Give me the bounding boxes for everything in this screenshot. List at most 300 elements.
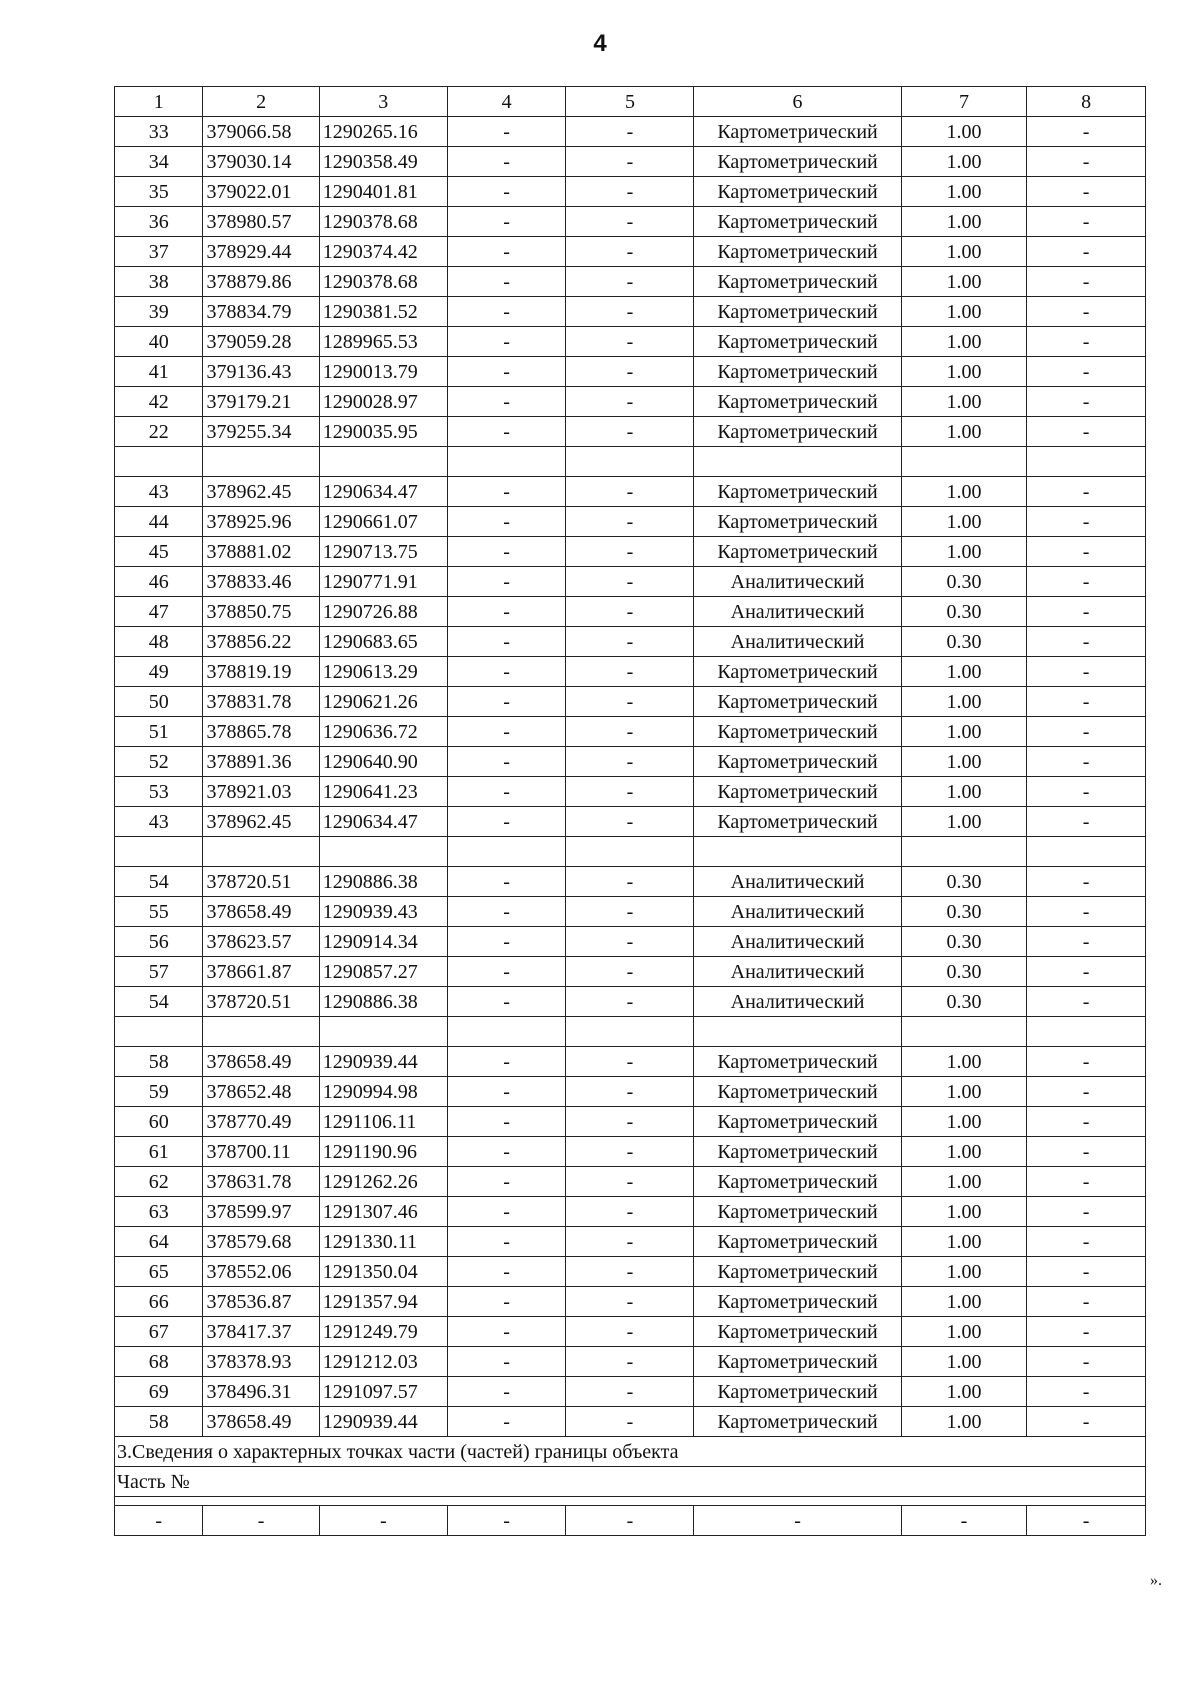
empty-cell <box>566 1017 694 1047</box>
table-row <box>115 147 1146 177</box>
accuracy-cell: 1.00 <box>901 1047 1027 1077</box>
accuracy-cell: 0.30 <box>901 957 1027 987</box>
column-header: 4 <box>447 87 566 117</box>
col-5-cell: - <box>566 177 694 207</box>
empty-cell <box>1027 447 1146 477</box>
point-number-cell: 63 <box>115 1197 203 1227</box>
col-8-cell: - <box>1027 477 1146 507</box>
empty-cell <box>566 837 694 867</box>
y-coordinate-cell: 1290634.47 <box>319 807 447 837</box>
empty-cell <box>115 447 203 477</box>
col-5-cell: - <box>566 207 694 237</box>
spacer-cell <box>115 1497 1146 1506</box>
empty-cell <box>694 447 901 477</box>
col-5-cell: - <box>566 747 694 777</box>
col-8-cell: - <box>1027 867 1146 897</box>
x-coordinate-cell: 378552.06 <box>203 1257 319 1287</box>
col-5-cell: - <box>566 987 694 1017</box>
accuracy-cell: 1.00 <box>901 1137 1027 1167</box>
y-coordinate-cell: 1290035.95 <box>319 417 447 447</box>
table-row <box>115 207 1146 237</box>
table-row <box>115 1107 1146 1137</box>
col-5-cell: - <box>566 1377 694 1407</box>
col-8-cell: - <box>1027 357 1146 387</box>
accuracy-cell: 1.00 <box>901 207 1027 237</box>
point-number-cell: 37 <box>115 237 203 267</box>
col-8-cell: - <box>1027 1257 1146 1287</box>
x-coordinate-cell: 379136.43 <box>203 357 319 387</box>
table-row <box>115 357 1146 387</box>
x-coordinate-cell: 378631.78 <box>203 1167 319 1197</box>
col-8-cell: - <box>1027 567 1146 597</box>
accuracy-cell: 0.30 <box>901 867 1027 897</box>
point-number-cell: 67 <box>115 1317 203 1347</box>
accuracy-cell: 1.00 <box>901 807 1027 837</box>
empty-cell <box>203 447 319 477</box>
column-header: 2 <box>203 87 319 117</box>
y-coordinate-cell: 1291212.03 <box>319 1347 447 1377</box>
table-row <box>115 177 1146 207</box>
col-4-cell: - <box>447 237 566 267</box>
col-8-cell: - <box>1027 1047 1146 1077</box>
point-number-cell: 41 <box>115 357 203 387</box>
col-4-cell: - <box>447 717 566 747</box>
x-coordinate-cell: 378891.36 <box>203 747 319 777</box>
method-cell: Картометрический <box>694 747 901 777</box>
y-coordinate-cell: 1291262.26 <box>319 1167 447 1197</box>
col-5-cell: - <box>566 1407 694 1437</box>
method-cell: Картометрический <box>694 1047 901 1077</box>
table-row <box>115 387 1146 417</box>
table-row <box>115 267 1146 297</box>
col-5-cell: - <box>566 237 694 267</box>
col-4-cell: - <box>447 687 566 717</box>
accuracy-cell: 0.30 <box>901 897 1027 927</box>
y-coordinate-cell: 1290857.27 <box>319 957 447 987</box>
y-coordinate-cell: 1290641.23 <box>319 777 447 807</box>
accuracy-cell: 1.00 <box>901 1167 1027 1197</box>
col-5-cell: - <box>566 1077 694 1107</box>
accuracy-cell: 1.00 <box>901 1377 1027 1407</box>
accuracy-cell: 0.30 <box>901 597 1027 627</box>
point-number-cell: 34 <box>115 147 203 177</box>
col-5-cell: - <box>566 507 694 537</box>
col-8-cell: - <box>1027 297 1146 327</box>
col-8-cell: - <box>1027 1137 1146 1167</box>
point-number-cell: 35 <box>115 177 203 207</box>
point-number-cell: 54 <box>115 867 203 897</box>
x-coordinate-cell: 379066.58 <box>203 117 319 147</box>
y-coordinate-cell: 1290939.44 <box>319 1407 447 1437</box>
table-row <box>115 627 1146 657</box>
table-row <box>115 927 1146 957</box>
point-number-cell: 53 <box>115 777 203 807</box>
col-8-cell: - <box>1027 687 1146 717</box>
accuracy-cell: 1.00 <box>901 1317 1027 1347</box>
point-number-cell: 46 <box>115 567 203 597</box>
col-5-cell: - <box>566 1197 694 1227</box>
col-8-cell: - <box>1027 1077 1146 1107</box>
y-coordinate-cell: 1291190.96 <box>319 1137 447 1167</box>
x-coordinate-cell: 378962.45 <box>203 807 319 837</box>
x-coordinate-cell: 378658.49 <box>203 897 319 927</box>
y-coordinate-cell: 1290013.79 <box>319 357 447 387</box>
point-number-cell: 43 <box>115 807 203 837</box>
point-number-cell: 57 <box>115 957 203 987</box>
header-row <box>115 87 1146 117</box>
accuracy-cell: 1.00 <box>901 687 1027 717</box>
empty-part-row <box>115 1506 1146 1536</box>
col-8-cell: - <box>1027 597 1146 627</box>
column-header: 5 <box>566 87 694 117</box>
col-5-cell: - <box>566 1347 694 1377</box>
x-coordinate-cell: 378496.31 <box>203 1377 319 1407</box>
method-cell: Картометрический <box>694 657 901 687</box>
col-5-cell: - <box>566 267 694 297</box>
method-cell: Картометрический <box>694 507 901 537</box>
empty-cell <box>115 837 203 867</box>
method-cell: Картометрический <box>694 807 901 837</box>
x-coordinate-cell: 378652.48 <box>203 1077 319 1107</box>
col-8-cell: - <box>1027 807 1146 837</box>
y-coordinate-cell: 1290886.38 <box>319 867 447 897</box>
method-cell: Картометрический <box>694 1317 901 1347</box>
table-row <box>115 717 1146 747</box>
col-8-cell: - <box>1027 147 1146 177</box>
x-coordinate-cell: 379059.28 <box>203 327 319 357</box>
x-coordinate-cell: 378579.68 <box>203 1227 319 1257</box>
column-header: 3 <box>319 87 447 117</box>
table-row <box>115 1137 1146 1167</box>
col-5-cell: - <box>566 777 694 807</box>
col-4-cell: - <box>447 807 566 837</box>
table-row <box>115 1407 1146 1437</box>
col-8-cell: - <box>1027 117 1146 147</box>
method-cell: Картометрический <box>694 327 901 357</box>
accuracy-cell: 1.00 <box>901 177 1027 207</box>
empty-cell <box>901 837 1027 867</box>
col-4-cell: - <box>447 1287 566 1317</box>
method-cell: Картометрический <box>694 477 901 507</box>
method-cell: Картометрический <box>694 1377 901 1407</box>
col-4-cell: - <box>447 357 566 387</box>
point-number-cell: 56 <box>115 927 203 957</box>
spacer-row <box>115 1497 1146 1506</box>
empty-cell <box>901 447 1027 477</box>
empty-cell <box>447 837 566 867</box>
point-number-cell: 52 <box>115 747 203 777</box>
method-cell: Картометрический <box>694 777 901 807</box>
x-coordinate-cell: 378833.46 <box>203 567 319 597</box>
table-row <box>115 987 1146 1017</box>
point-number-cell: 55 <box>115 897 203 927</box>
y-coordinate-cell: 1290613.29 <box>319 657 447 687</box>
col-8-cell: - <box>1027 657 1146 687</box>
accuracy-cell: 1.00 <box>901 1407 1027 1437</box>
table-row <box>115 117 1146 147</box>
method-cell: Картометрический <box>694 297 901 327</box>
col-4-cell: - <box>447 297 566 327</box>
column-header: 7 <box>901 87 1027 117</box>
col-5-cell: - <box>566 1167 694 1197</box>
point-number-cell: 43 <box>115 477 203 507</box>
col-8-cell: - <box>1027 1347 1146 1377</box>
y-coordinate-cell: 1290994.98 <box>319 1077 447 1107</box>
col-5-cell: - <box>566 717 694 747</box>
table-row <box>115 897 1146 927</box>
col-4-cell: - <box>447 747 566 777</box>
table-row <box>115 957 1146 987</box>
accuracy-cell: 1.00 <box>901 1347 1027 1377</box>
col-4-cell: - <box>447 1137 566 1167</box>
col-8-cell: - <box>1027 177 1146 207</box>
x-coordinate-cell: 378658.49 <box>203 1047 319 1077</box>
y-coordinate-cell: 1290401.81 <box>319 177 447 207</box>
method-cell: Картометрический <box>694 717 901 747</box>
col-4-cell: - <box>447 1227 566 1257</box>
col-5-cell: - <box>566 1227 694 1257</box>
x-coordinate-cell: 379030.14 <box>203 147 319 177</box>
x-coordinate-cell: 379255.34 <box>203 417 319 447</box>
method-cell: Картометрический <box>694 1257 901 1287</box>
method-cell: Картометрический <box>694 1287 901 1317</box>
empty-cell <box>319 1017 447 1047</box>
col-5-cell: - <box>566 597 694 627</box>
closing-quote-mark: ». <box>1150 1572 1162 1589</box>
col-4-cell: - <box>447 987 566 1017</box>
col-4-cell: - <box>447 1167 566 1197</box>
empty-dash-cell: - <box>447 1506 566 1536</box>
col-4-cell: - <box>447 1407 566 1437</box>
col-4-cell: - <box>447 417 566 447</box>
col-8-cell: - <box>1027 1227 1146 1257</box>
coordinates-table <box>114 86 1146 1536</box>
col-5-cell: - <box>566 477 694 507</box>
point-number-cell: 58 <box>115 1407 203 1437</box>
accuracy-cell: 1.00 <box>901 747 1027 777</box>
empty-dash-cell: - <box>1027 1506 1146 1536</box>
x-coordinate-cell: 378720.51 <box>203 987 319 1017</box>
y-coordinate-cell: 1291350.04 <box>319 1257 447 1287</box>
col-5-cell: - <box>566 867 694 897</box>
column-header: 1 <box>115 87 203 117</box>
accuracy-cell: 1.00 <box>901 357 1027 387</box>
col-4-cell: - <box>447 177 566 207</box>
table-row <box>115 1197 1146 1227</box>
x-coordinate-cell: 378856.22 <box>203 627 319 657</box>
col-4-cell: - <box>447 597 566 627</box>
col-5-cell: - <box>566 1317 694 1347</box>
x-coordinate-cell: 378819.19 <box>203 657 319 687</box>
x-coordinate-cell: 378850.75 <box>203 597 319 627</box>
col-4-cell: - <box>447 207 566 237</box>
method-cell: Картометрический <box>694 537 901 567</box>
table-row <box>115 807 1146 837</box>
empty-dash-cell: - <box>203 1506 319 1536</box>
accuracy-cell: 0.30 <box>901 987 1027 1017</box>
accuracy-cell: 1.00 <box>901 1197 1027 1227</box>
col-4-cell: - <box>447 777 566 807</box>
y-coordinate-cell: 1290886.38 <box>319 987 447 1017</box>
table-row <box>115 507 1146 537</box>
method-cell: Аналитический <box>694 597 901 627</box>
table-row <box>115 777 1146 807</box>
col-4-cell: - <box>447 537 566 567</box>
empty-cell <box>1027 1017 1146 1047</box>
point-number-cell: 50 <box>115 687 203 717</box>
col-5-cell: - <box>566 657 694 687</box>
method-cell: Картометрический <box>694 1107 901 1137</box>
col-8-cell: - <box>1027 417 1146 447</box>
col-4-cell: - <box>447 117 566 147</box>
x-coordinate-cell: 378980.57 <box>203 207 319 237</box>
point-number-cell: 47 <box>115 597 203 627</box>
col-4-cell: - <box>447 267 566 297</box>
col-5-cell: - <box>566 807 694 837</box>
accuracy-cell: 1.00 <box>901 267 1027 297</box>
empty-cell <box>566 447 694 477</box>
empty-dash-cell: - <box>319 1506 447 1536</box>
point-number-cell: 49 <box>115 657 203 687</box>
blank-separator-row <box>115 1017 1146 1047</box>
method-cell: Аналитический <box>694 897 901 927</box>
table-row <box>115 567 1146 597</box>
empty-cell <box>1027 837 1146 867</box>
col-4-cell: - <box>447 147 566 177</box>
col-5-cell: - <box>566 327 694 357</box>
table-row <box>115 747 1146 777</box>
table-row <box>115 597 1146 627</box>
table-row <box>115 687 1146 717</box>
x-coordinate-cell: 378831.78 <box>203 687 319 717</box>
x-coordinate-cell: 378770.49 <box>203 1107 319 1137</box>
method-cell: Картометрический <box>694 117 901 147</box>
col-5-cell: - <box>566 147 694 177</box>
col-8-cell: - <box>1027 897 1146 927</box>
method-cell: Картометрический <box>694 147 901 177</box>
table-row <box>115 1317 1146 1347</box>
y-coordinate-cell: 1289965.53 <box>319 327 447 357</box>
accuracy-cell: 1.00 <box>901 147 1027 177</box>
col-4-cell: - <box>447 627 566 657</box>
y-coordinate-cell: 1290028.97 <box>319 387 447 417</box>
col-4-cell: - <box>447 1047 566 1077</box>
y-coordinate-cell: 1290939.43 <box>319 897 447 927</box>
empty-cell <box>203 837 319 867</box>
point-number-cell: 68 <box>115 1347 203 1377</box>
point-number-cell: 39 <box>115 297 203 327</box>
point-number-cell: 45 <box>115 537 203 567</box>
point-number-cell: 62 <box>115 1167 203 1197</box>
x-coordinate-cell: 378623.57 <box>203 927 319 957</box>
empty-cell <box>901 1017 1027 1047</box>
y-coordinate-cell: 1290713.75 <box>319 537 447 567</box>
x-coordinate-cell: 378881.02 <box>203 537 319 567</box>
y-coordinate-cell: 1290914.34 <box>319 927 447 957</box>
point-number-cell: 33 <box>115 117 203 147</box>
col-4-cell: - <box>447 1347 566 1377</box>
point-number-cell: 40 <box>115 327 203 357</box>
empty-cell <box>115 1017 203 1047</box>
accuracy-cell: 1.00 <box>901 777 1027 807</box>
table-row <box>115 1257 1146 1287</box>
col-8-cell: - <box>1027 507 1146 537</box>
accuracy-cell: 1.00 <box>901 117 1027 147</box>
col-4-cell: - <box>447 1107 566 1137</box>
accuracy-cell: 1.00 <box>901 1107 1027 1137</box>
method-cell: Картометрический <box>694 1197 901 1227</box>
col-8-cell: - <box>1027 207 1146 237</box>
point-number-cell: 54 <box>115 987 203 1017</box>
col-4-cell: - <box>447 927 566 957</box>
method-cell: Картометрический <box>694 1407 901 1437</box>
col-8-cell: - <box>1027 957 1146 987</box>
method-cell: Аналитический <box>694 987 901 1017</box>
x-coordinate-cell: 379179.21 <box>203 387 319 417</box>
x-coordinate-cell: 378599.97 <box>203 1197 319 1227</box>
empty-cell <box>447 1017 566 1047</box>
col-4-cell: - <box>447 1317 566 1347</box>
point-number-cell: 66 <box>115 1287 203 1317</box>
point-number-cell: 69 <box>115 1377 203 1407</box>
col-8-cell: - <box>1027 1167 1146 1197</box>
x-coordinate-cell: 378879.86 <box>203 267 319 297</box>
table-row <box>115 867 1146 897</box>
table-row <box>115 657 1146 687</box>
accuracy-cell: 1.00 <box>901 717 1027 747</box>
accuracy-cell: 1.00 <box>901 1227 1027 1257</box>
empty-dash-cell: - <box>115 1506 203 1536</box>
col-8-cell: - <box>1027 237 1146 267</box>
empty-cell <box>694 837 901 867</box>
table-row <box>115 237 1146 267</box>
x-coordinate-cell: 378962.45 <box>203 477 319 507</box>
blank-separator-row <box>115 837 1146 867</box>
accuracy-cell: 0.30 <box>901 927 1027 957</box>
y-coordinate-cell: 1290640.90 <box>319 747 447 777</box>
col-5-cell: - <box>566 1137 694 1167</box>
col-8-cell: - <box>1027 1407 1146 1437</box>
point-number-cell: 44 <box>115 507 203 537</box>
point-number-cell: 51 <box>115 717 203 747</box>
accuracy-cell: 1.00 <box>901 657 1027 687</box>
method-cell: Картометрический <box>694 357 901 387</box>
accuracy-cell: 1.00 <box>901 507 1027 537</box>
col-5-cell: - <box>566 687 694 717</box>
accuracy-cell: 1.00 <box>901 297 1027 327</box>
col-5-cell: - <box>566 1257 694 1287</box>
col-8-cell: - <box>1027 987 1146 1017</box>
col-8-cell: - <box>1027 777 1146 807</box>
table-row <box>115 327 1146 357</box>
table-row <box>115 477 1146 507</box>
col-5-cell: - <box>566 297 694 327</box>
x-coordinate-cell: 378661.87 <box>203 957 319 987</box>
col-8-cell: - <box>1027 387 1146 417</box>
part-number-label: Часть № <box>115 1467 1146 1497</box>
y-coordinate-cell: 1290634.47 <box>319 477 447 507</box>
method-cell: Картометрический <box>694 687 901 717</box>
accuracy-cell: 1.00 <box>901 1287 1027 1317</box>
y-coordinate-cell: 1290726.88 <box>319 597 447 627</box>
table-row <box>115 537 1146 567</box>
col-4-cell: - <box>447 567 566 597</box>
method-cell: Картометрический <box>694 177 901 207</box>
method-cell: Аналитический <box>694 957 901 987</box>
y-coordinate-cell: 1290939.44 <box>319 1047 447 1077</box>
page-number: 4 <box>593 30 607 57</box>
section-3-title: 3.Сведения о характерных точках части (частей) границы объекта <box>115 1437 1146 1467</box>
